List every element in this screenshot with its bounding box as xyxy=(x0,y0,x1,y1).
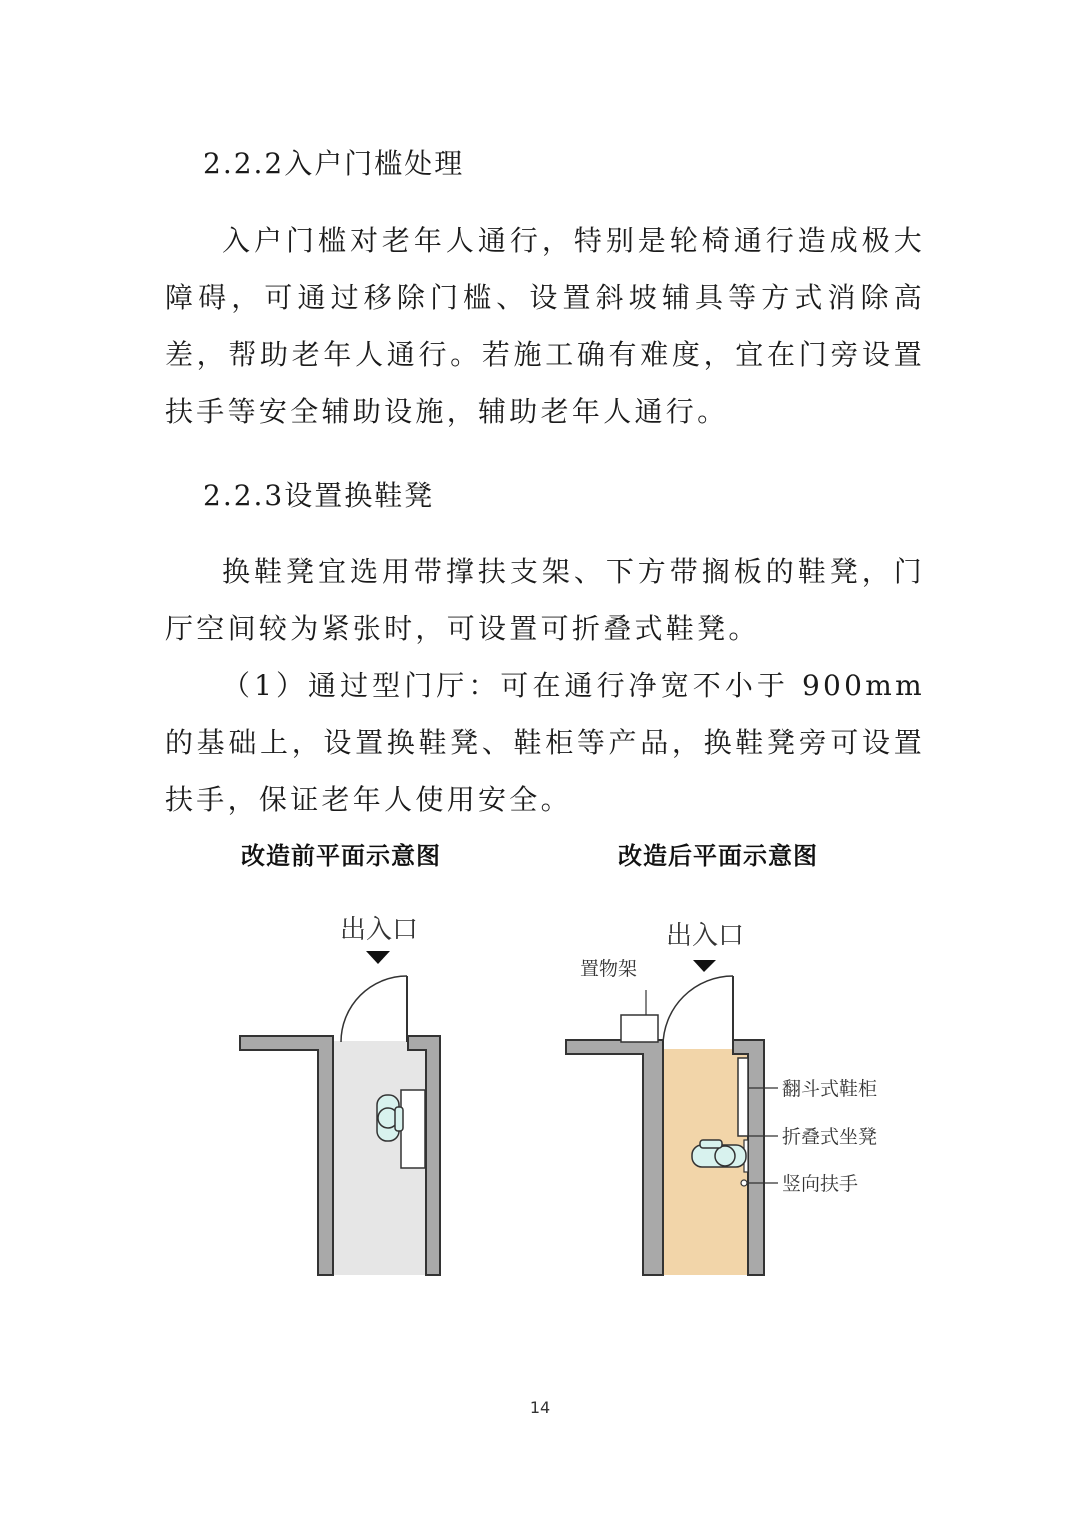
vertical-handrail xyxy=(741,1180,747,1186)
paragraph-pass-through-hall: （1）通过型门厅：可在通行净宽不小于 900mm 的基础上，设置换鞋凳、鞋柜等产品，换鞋凳旁可设置扶手，保证老年人使用安全。 xyxy=(165,669,925,816)
paragraph-shoe-bench: 换鞋凳宜选用带撑扶支架、下方带搁板的鞋凳，门厅空间较为紧张时，可设置可折叠式鞋凳。 xyxy=(165,555,925,645)
handrail-label: 竖向扶手 xyxy=(782,1173,859,1195)
entrance-label: 出入口 xyxy=(666,921,745,951)
wall-left xyxy=(566,1040,663,1275)
flip-shoe-cabinet xyxy=(738,1058,748,1136)
caption-after: 改造后平面示意图 xyxy=(618,842,818,870)
shelf-label: 置物架 xyxy=(580,958,638,980)
paragraph-threshold: 入户门槛对老年人通行，特别是轮椅通行造成极大障碍，可通过移除门槛、设置斜坡辅具等方式消除高差，帮助老年人通行。若施工确有难度，宜在门旁设置扶手等安全辅助设施，辅助老年人通行。 xyxy=(165,224,925,428)
section-heading-2-2-3: 2.2.3设置换鞋凳 xyxy=(203,479,435,512)
door-swing-arc xyxy=(663,976,733,1046)
cabinet-label: 翻斗式鞋柜 xyxy=(782,1078,878,1100)
storage-shelf xyxy=(621,1015,658,1042)
door-swing-arc xyxy=(341,976,407,1042)
entrance-arrow-icon xyxy=(693,960,716,972)
shoe-bench xyxy=(401,1090,425,1168)
wall-left xyxy=(240,1036,333,1275)
entrance-arrow-icon xyxy=(366,951,390,964)
person-icon xyxy=(377,1095,403,1141)
stool-label: 折叠式坐凳 xyxy=(782,1126,878,1148)
entrance-label: 出入口 xyxy=(340,915,419,945)
page-number: 14 xyxy=(529,1398,551,1417)
section-heading-2-2-2: 2.2.2入户门槛处理 xyxy=(203,147,465,180)
floor-plan-after xyxy=(560,900,900,1290)
floor-plan-before xyxy=(230,900,460,1290)
caption-before: 改造前平面示意图 xyxy=(241,842,441,870)
